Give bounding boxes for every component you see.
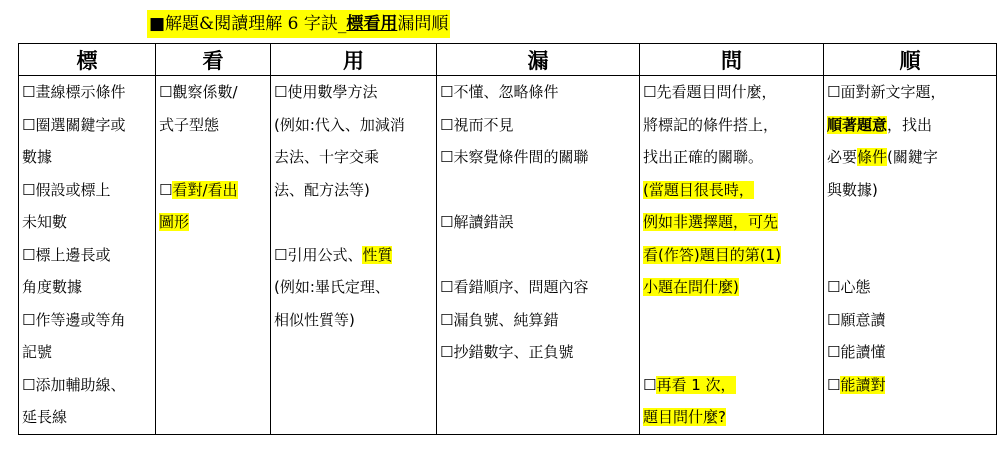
highlighted-text: 題目問什麼? bbox=[643, 408, 726, 426]
lou-line: ☐漏負號、純算錯 bbox=[440, 310, 559, 329]
highlighted-text: 看對/看出 bbox=[172, 180, 238, 199]
header-shun: 順 bbox=[824, 44, 997, 76]
cell-biao bbox=[19, 76, 156, 435]
header-row bbox=[19, 44, 997, 76]
spacer bbox=[440, 239, 636, 272]
spacer bbox=[643, 304, 820, 337]
shun-line: ☐面對新文字題， bbox=[827, 83, 946, 101]
wen-line: 找出正確的關聯。 bbox=[643, 148, 764, 166]
highlighted-text: 條件 bbox=[857, 148, 888, 166]
document-title bbox=[147, 10, 450, 38]
shun-text: 必要 bbox=[827, 148, 858, 166]
shun-line: 與數據) bbox=[827, 180, 878, 199]
cell-wen bbox=[640, 76, 824, 435]
highlighted-text: 圖形 bbox=[159, 213, 190, 231]
wen-line: 將標記的條件搭上， bbox=[643, 115, 779, 134]
checkbox-glyph: ☐ bbox=[827, 375, 841, 394]
biao-line: 數據 bbox=[22, 148, 53, 166]
shun-text: (關鍵字 bbox=[887, 148, 938, 166]
highlighted-text: 能讀對 bbox=[840, 375, 886, 394]
yong-line: 去法、十字交乘 bbox=[274, 148, 380, 166]
biao-line: 角度數據 bbox=[22, 278, 83, 296]
yong-line: ☐使用數學方法 bbox=[274, 83, 378, 101]
biao-line: 延長線 bbox=[22, 408, 68, 426]
yong-line: (例如:代入、加減消 bbox=[274, 115, 405, 134]
wen-line bbox=[643, 239, 820, 272]
biao-line: ☐作等邊或等角 bbox=[22, 310, 126, 329]
lou-line: ☐視而不見 bbox=[440, 115, 514, 134]
biao-line: ☐假設或標上 bbox=[22, 180, 111, 199]
lou-line: ☐解讀錯誤 bbox=[440, 213, 514, 231]
title-prefix: ■解題&閱讀理解 6 字訣_ bbox=[149, 14, 347, 34]
content-row bbox=[19, 76, 997, 435]
spacer bbox=[274, 206, 433, 239]
spacer bbox=[440, 174, 636, 207]
kan-line: ☐觀察係數/ bbox=[159, 83, 238, 101]
spacer bbox=[643, 336, 820, 369]
shun-line bbox=[827, 109, 993, 142]
checkbox-glyph: ☐ bbox=[643, 375, 657, 394]
header-biao: 標 bbox=[19, 44, 156, 76]
highlighted-text: 例如非選擇題，可先 bbox=[643, 213, 779, 231]
wen-line bbox=[643, 401, 820, 434]
kan-line bbox=[159, 174, 267, 207]
shun-line bbox=[827, 141, 993, 174]
header-wen: 問 bbox=[640, 44, 824, 76]
cell-lou bbox=[437, 76, 640, 435]
spacer bbox=[827, 239, 993, 272]
kan-line bbox=[159, 206, 267, 239]
lou-line: ☐不懂、忽略條件 bbox=[440, 83, 559, 101]
wen-line bbox=[643, 369, 820, 402]
highlighted-text: 再看 1 次， bbox=[656, 375, 736, 394]
yong-line: 相似性質等) bbox=[274, 310, 355, 329]
spacer bbox=[159, 141, 267, 174]
wen-line bbox=[643, 271, 820, 304]
header-lou: 漏 bbox=[437, 44, 640, 76]
six-step-table bbox=[18, 43, 997, 435]
wen-line bbox=[643, 174, 820, 207]
cell-shun bbox=[824, 76, 997, 435]
lou-line: ☐抄錯數字、正負號 bbox=[440, 343, 574, 361]
biao-line: ☐畫線標示條件 bbox=[22, 83, 126, 101]
yong-line bbox=[274, 239, 433, 272]
shun-line: ☐心態 bbox=[827, 278, 871, 296]
highlighted-text: 看(作答)題目的第(1) bbox=[643, 245, 781, 264]
lou-line: ☐看錯順序、問題內容 bbox=[440, 278, 589, 296]
shun-line: ☐能讀懂 bbox=[827, 343, 886, 361]
title-keyword: 標看用 bbox=[346, 14, 398, 34]
shun-line bbox=[827, 369, 993, 402]
highlighted-text: 小題在問什麼) bbox=[643, 278, 739, 296]
yong-text: ☐引用公式、 bbox=[274, 245, 363, 264]
title-suffix: 漏問順 bbox=[397, 14, 449, 34]
cell-kan bbox=[156, 76, 271, 435]
shun-text: ，找出 bbox=[887, 115, 933, 134]
header-yong: 用 bbox=[271, 44, 437, 76]
biao-line: 未知數 bbox=[22, 213, 68, 231]
highlighted-text: (當題目很長時， bbox=[643, 180, 754, 199]
cell-yong bbox=[271, 76, 437, 435]
yong-line: (例如:畢氏定理、 bbox=[274, 278, 390, 296]
spacer bbox=[827, 206, 993, 239]
biao-line: ☐標上邊長或 bbox=[22, 245, 111, 264]
wen-line: ☐先看題目問什麼， bbox=[643, 83, 777, 101]
yong-line: 法、配方法等) bbox=[274, 180, 370, 199]
highlighted-text: 性質 bbox=[362, 245, 393, 264]
biao-line: 記號 bbox=[22, 343, 53, 361]
biao-line: ☐圈選關鍵字或 bbox=[22, 115, 126, 134]
header-kan: 看 bbox=[156, 44, 271, 76]
lou-line: ☐未察覺條件間的關聯 bbox=[440, 148, 589, 166]
checkbox-glyph: ☐ bbox=[159, 180, 173, 199]
highlighted-text: 順著題意 bbox=[827, 115, 888, 134]
wen-line bbox=[643, 206, 820, 239]
shun-line: ☐願意讀 bbox=[827, 310, 886, 329]
kan-line: 式子型態 bbox=[159, 115, 220, 134]
biao-line: ☐添加輔助線、 bbox=[22, 375, 126, 394]
